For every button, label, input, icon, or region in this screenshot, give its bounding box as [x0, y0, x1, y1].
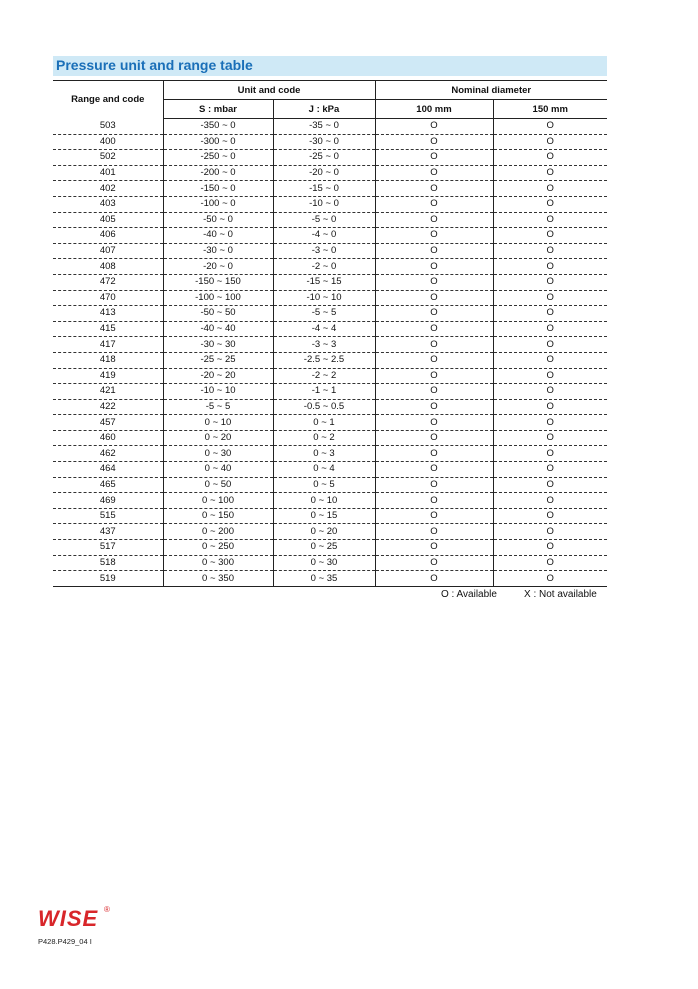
cell-j-range: -30 ~ 0	[273, 134, 375, 150]
cell-s-range: -100 ~ 100	[163, 290, 273, 306]
cell-s-range: -40 ~ 0	[163, 228, 273, 244]
cell-j-range: -15 ~ 15	[273, 274, 375, 290]
cell-range-code: 519	[53, 571, 163, 587]
cell-150mm: O	[493, 337, 607, 353]
cell-range-code: 405	[53, 212, 163, 228]
cell-s-range: -25 ~ 25	[163, 352, 273, 368]
cell-j-range: 0 ~ 1	[273, 415, 375, 431]
cell-range-code: 437	[53, 524, 163, 540]
cell-j-range: 0 ~ 15	[273, 508, 375, 524]
table-row	[53, 290, 607, 306]
cell-150mm: O	[493, 290, 607, 306]
cell-100mm: O	[375, 571, 493, 587]
cell-s-range: 0 ~ 250	[163, 540, 273, 556]
cell-100mm: O	[375, 150, 493, 166]
cell-range-code: 518	[53, 555, 163, 571]
cell-150mm: O	[493, 259, 607, 275]
cell-150mm: O	[493, 321, 607, 337]
cell-s-range: -30 ~ 0	[163, 243, 273, 259]
cell-range-code: 462	[53, 446, 163, 462]
cell-j-range: 0 ~ 20	[273, 524, 375, 540]
header-150mm: 150 mm	[493, 100, 607, 119]
cell-150mm: O	[493, 493, 607, 509]
cell-range-code: 407	[53, 243, 163, 259]
cell-range-code: 517	[53, 540, 163, 556]
pressure-range-table	[53, 80, 607, 587]
cell-range-code: 465	[53, 477, 163, 493]
cell-range-code: 408	[53, 259, 163, 275]
cell-j-range: -3 ~ 0	[273, 243, 375, 259]
cell-150mm: O	[493, 399, 607, 415]
cell-150mm: O	[493, 462, 607, 478]
cell-s-range: -250 ~ 0	[163, 150, 273, 166]
cell-s-range: 0 ~ 40	[163, 462, 273, 478]
table-body	[53, 119, 607, 587]
table-row	[53, 259, 607, 275]
table-row	[53, 243, 607, 259]
cell-s-range: 0 ~ 100	[163, 493, 273, 509]
cell-j-range: -2 ~ 0	[273, 259, 375, 275]
cell-s-range: -40 ~ 40	[163, 321, 273, 337]
cell-s-range: -20 ~ 20	[163, 368, 273, 384]
cell-100mm: O	[375, 337, 493, 353]
cell-150mm: O	[493, 555, 607, 571]
table-row	[53, 462, 607, 478]
cell-150mm: O	[493, 212, 607, 228]
cell-j-range: -5 ~ 5	[273, 306, 375, 322]
cell-j-range: 0 ~ 10	[273, 493, 375, 509]
cell-range-code: 457	[53, 415, 163, 431]
table-row	[53, 306, 607, 322]
table-row	[53, 415, 607, 431]
cell-j-range: 0 ~ 5	[273, 477, 375, 493]
cell-j-range: -10 ~ 0	[273, 196, 375, 212]
cell-s-range: 0 ~ 200	[163, 524, 273, 540]
page-title: Pressure unit and range table	[56, 57, 253, 73]
cell-100mm: O	[375, 430, 493, 446]
cell-100mm: O	[375, 508, 493, 524]
cell-150mm: O	[493, 430, 607, 446]
header-j-unit: J : kPa	[273, 100, 375, 119]
cell-s-range: 0 ~ 30	[163, 446, 273, 462]
table-row	[53, 508, 607, 524]
cell-s-range: -100 ~ 0	[163, 196, 273, 212]
table-row	[53, 477, 607, 493]
cell-j-range: 0 ~ 3	[273, 446, 375, 462]
table-row	[53, 384, 607, 400]
cell-100mm: O	[375, 321, 493, 337]
cell-150mm: O	[493, 508, 607, 524]
cell-range-code: 401	[53, 165, 163, 181]
registered-mark: ®	[104, 905, 110, 914]
cell-j-range: 0 ~ 35	[273, 571, 375, 587]
header-nominal-diameter: Nominal diameter	[375, 81, 607, 100]
cell-range-code: 417	[53, 337, 163, 353]
legend-available: O : Available	[441, 589, 497, 600]
cell-range-code: 470	[53, 290, 163, 306]
cell-150mm: O	[493, 540, 607, 556]
cell-j-range: 0 ~ 30	[273, 555, 375, 571]
cell-100mm: O	[375, 165, 493, 181]
table-row	[53, 493, 607, 509]
cell-s-range: -5 ~ 5	[163, 399, 273, 415]
cell-100mm: O	[375, 290, 493, 306]
table-row	[53, 212, 607, 228]
cell-range-code: 403	[53, 196, 163, 212]
cell-j-range: -4 ~ 0	[273, 228, 375, 244]
cell-100mm: O	[375, 243, 493, 259]
cell-j-range: -0.5 ~ 0.5	[273, 399, 375, 415]
cell-s-range: -30 ~ 30	[163, 337, 273, 353]
cell-100mm: O	[375, 462, 493, 478]
table-row	[53, 181, 607, 197]
cell-150mm: O	[493, 477, 607, 493]
cell-100mm: O	[375, 540, 493, 556]
table-row	[53, 196, 607, 212]
cell-100mm: O	[375, 524, 493, 540]
table-row	[53, 337, 607, 353]
cell-150mm: O	[493, 196, 607, 212]
cell-150mm: O	[493, 384, 607, 400]
cell-100mm: O	[375, 352, 493, 368]
cell-150mm: O	[493, 274, 607, 290]
cell-100mm: O	[375, 477, 493, 493]
cell-range-code: 400	[53, 134, 163, 150]
cell-s-range: 0 ~ 300	[163, 555, 273, 571]
cell-range-code: 503	[53, 119, 163, 135]
cell-j-range: -1 ~ 1	[273, 384, 375, 400]
cell-100mm: O	[375, 196, 493, 212]
table-row	[53, 540, 607, 556]
cell-150mm: O	[493, 571, 607, 587]
table-row	[53, 430, 607, 446]
table-row	[53, 321, 607, 337]
cell-100mm: O	[375, 134, 493, 150]
cell-j-range: -35 ~ 0	[273, 119, 375, 135]
header-100mm: 100 mm	[375, 100, 493, 119]
cell-s-range: 0 ~ 350	[163, 571, 273, 587]
cell-150mm: O	[493, 134, 607, 150]
cell-100mm: O	[375, 259, 493, 275]
header-s-unit: S : mbar	[163, 100, 273, 119]
cell-range-code: 464	[53, 462, 163, 478]
cell-150mm: O	[493, 243, 607, 259]
cell-150mm: O	[493, 150, 607, 166]
table-row	[53, 555, 607, 571]
table-row	[53, 399, 607, 415]
header-row-1	[53, 81, 607, 100]
cell-150mm: O	[493, 415, 607, 431]
cell-100mm: O	[375, 228, 493, 244]
cell-s-range: -20 ~ 0	[163, 259, 273, 275]
cell-range-code: 415	[53, 321, 163, 337]
cell-150mm: O	[493, 306, 607, 322]
cell-range-code: 469	[53, 493, 163, 509]
cell-j-range: 0 ~ 2	[273, 430, 375, 446]
cell-100mm: O	[375, 493, 493, 509]
cell-j-range: -2.5 ~ 2.5	[273, 352, 375, 368]
cell-range-code: 472	[53, 274, 163, 290]
cell-j-range: -10 ~ 10	[273, 290, 375, 306]
cell-100mm: O	[375, 399, 493, 415]
cell-j-range: -25 ~ 0	[273, 150, 375, 166]
cell-j-range: -3 ~ 3	[273, 337, 375, 353]
cell-s-range: 0 ~ 20	[163, 430, 273, 446]
cell-range-code: 502	[53, 150, 163, 166]
header-unit-code: Unit and code	[163, 81, 375, 100]
cell-s-range: -350 ~ 0	[163, 119, 273, 135]
cell-100mm: O	[375, 368, 493, 384]
table-row	[53, 119, 607, 135]
cell-j-range: 0 ~ 25	[273, 540, 375, 556]
cell-range-code: 418	[53, 352, 163, 368]
cell-range-code: 422	[53, 399, 163, 415]
cell-100mm: O	[375, 181, 493, 197]
cell-range-code: 419	[53, 368, 163, 384]
cell-150mm: O	[493, 368, 607, 384]
cell-100mm: O	[375, 384, 493, 400]
cell-100mm: O	[375, 306, 493, 322]
legend-not-available: X : Not available	[524, 589, 597, 600]
table-row	[53, 446, 607, 462]
cell-j-range: -2 ~ 2	[273, 368, 375, 384]
page-code: P428.P429_04 I	[38, 937, 92, 946]
cell-100mm: O	[375, 555, 493, 571]
table-row	[53, 368, 607, 384]
cell-150mm: O	[493, 446, 607, 462]
cell-s-range: 0 ~ 10	[163, 415, 273, 431]
cell-150mm: O	[493, 524, 607, 540]
cell-j-range: -15 ~ 0	[273, 181, 375, 197]
cell-s-range: -150 ~ 0	[163, 181, 273, 197]
table-row	[53, 274, 607, 290]
table-row	[53, 165, 607, 181]
table-row	[53, 134, 607, 150]
cell-150mm: O	[493, 165, 607, 181]
cell-s-range: -300 ~ 0	[163, 134, 273, 150]
table-row	[53, 228, 607, 244]
cell-100mm: O	[375, 415, 493, 431]
cell-s-range: -50 ~ 0	[163, 212, 273, 228]
cell-100mm: O	[375, 446, 493, 462]
cell-j-range: -4 ~ 4	[273, 321, 375, 337]
cell-range-code: 406	[53, 228, 163, 244]
cell-s-range: 0 ~ 50	[163, 477, 273, 493]
cell-150mm: O	[493, 119, 607, 135]
wise-logo: WISE	[38, 906, 99, 931]
cell-range-code: 421	[53, 384, 163, 400]
table-row	[53, 150, 607, 166]
cell-j-range: -20 ~ 0	[273, 165, 375, 181]
cell-s-range: -50 ~ 50	[163, 306, 273, 322]
cell-s-range: -150 ~ 150	[163, 274, 273, 290]
cell-s-range: 0 ~ 150	[163, 508, 273, 524]
header-range-code: Range and code	[53, 81, 163, 119]
cell-150mm: O	[493, 228, 607, 244]
cell-s-range: -10 ~ 10	[163, 384, 273, 400]
cell-100mm: O	[375, 274, 493, 290]
cell-150mm: O	[493, 352, 607, 368]
cell-range-code: 515	[53, 508, 163, 524]
cell-j-range: -5 ~ 0	[273, 212, 375, 228]
cell-100mm: O	[375, 119, 493, 135]
cell-range-code: 402	[53, 181, 163, 197]
table-row	[53, 571, 607, 587]
cell-150mm: O	[493, 181, 607, 197]
cell-range-code: 413	[53, 306, 163, 322]
cell-100mm: O	[375, 212, 493, 228]
section-title-bar	[53, 56, 607, 76]
cell-range-code: 460	[53, 430, 163, 446]
cell-s-range: -200 ~ 0	[163, 165, 273, 181]
table-row	[53, 524, 607, 540]
cell-j-range: 0 ~ 4	[273, 462, 375, 478]
table-row	[53, 352, 607, 368]
